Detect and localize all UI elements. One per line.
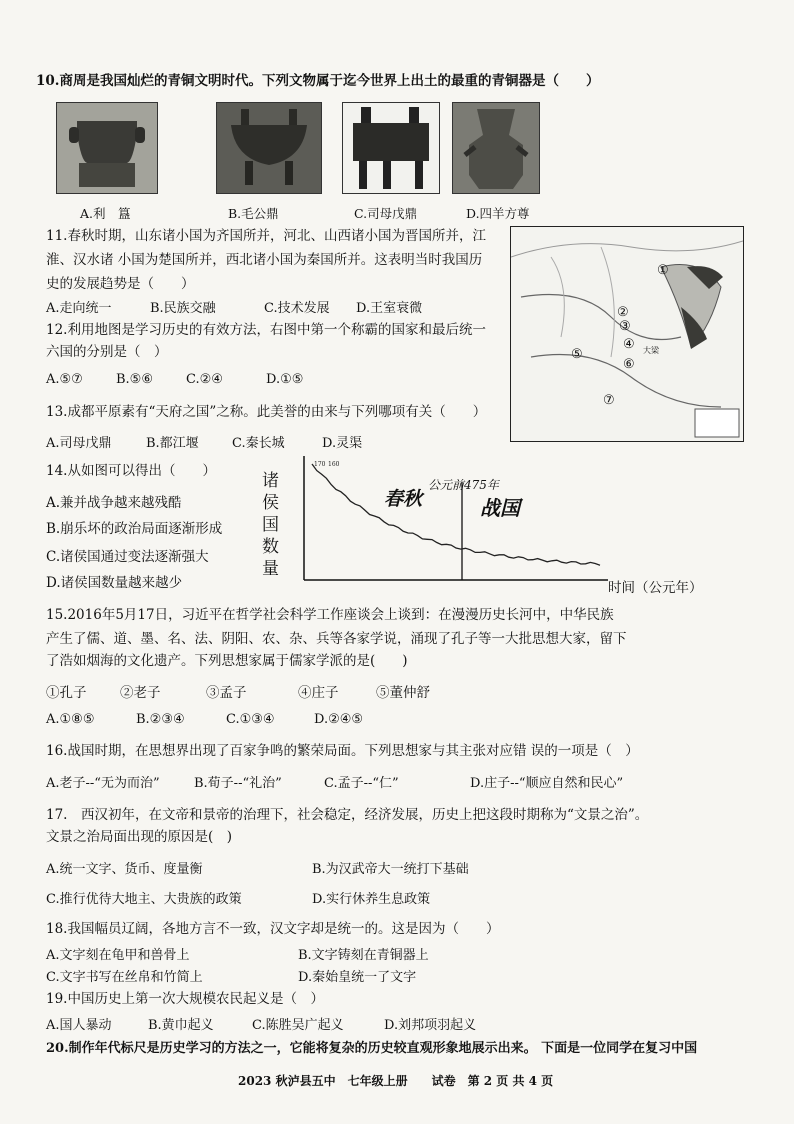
mao-gong-ding-image — [216, 102, 322, 194]
q12-option-d[interactable]: D.①⑤ — [266, 372, 304, 387]
chart-annotation-475bc: 公元前475年 — [428, 478, 499, 492]
q10-option-b[interactable]: B.毛公鼎 — [228, 206, 279, 221]
q15-line-2: 产生了儒、道、墨、名、法、阴阳、农、杂、兵等各家学说，涌现了孔子等一大批思想大家，留下 — [46, 631, 627, 647]
q10-stem: 10.商周是我国灿烂的青铜文明时代。下列文物属于迄今世界上出土的最重的青铜器是（ ） — [36, 73, 600, 89]
q17-option-a[interactable]: A.统一文字、货币、度量衡 — [46, 862, 203, 877]
q19-option-d[interactable]: D.刘邦项羽起义 — [384, 1018, 477, 1033]
map-marker-2: ② — [617, 305, 629, 320]
q16-stem: 16.战国时期，在思想界出现了百家争鸣的繁荣局面。下列思想家与其主张对应错 误的一项是（ ） — [46, 743, 639, 759]
q17-option-d[interactable]: D.实行休养生息政策 — [312, 892, 431, 907]
q15-option-a[interactable]: A.①⑧⑤ — [46, 712, 95, 727]
q18-option-d[interactable]: D.秦始皇统一了文字 — [298, 970, 417, 985]
q16-option-b[interactable]: B.荀子--“礼治” — [194, 776, 282, 791]
q11-option-b[interactable]: B.民族交融 — [150, 301, 216, 316]
q12-option-b[interactable]: B.⑤⑥ — [116, 372, 153, 387]
q18-stem: 18.我国幅员辽阔，各地方言不一致，汉文字却是统一的。这是因为（ ） — [46, 921, 500, 937]
q14-option-b[interactable]: B.崩乐坏的政治局面逐渐形成 — [46, 521, 223, 537]
map-marker-3: ③ — [619, 319, 631, 334]
q15-line-3: 了浩如烟海的文化遗产。下列思想家属于儒家学派的是( ) — [46, 653, 408, 669]
q19-option-a[interactable]: A.国人暴动 — [46, 1018, 112, 1033]
q17-line-2: 文景之治局面出现的原因是( ) — [46, 829, 233, 845]
q18-option-b[interactable]: B.文字铸刻在青铜器上 — [298, 948, 429, 963]
q11-line-2: 淮、汉水诸 小国为楚国所并，西北诸小国为秦国所并。这表明当时我国历 — [46, 252, 483, 268]
q15-item-3: ③孟子 — [206, 685, 247, 701]
chart-xlabel: 时间（公元年） — [608, 580, 703, 596]
q19-option-c[interactable]: C.陈胜吴广起义 — [252, 1018, 344, 1033]
q15-item-1: ①孔子 — [46, 685, 87, 701]
map-marker-4: ④ — [623, 337, 635, 352]
q12-option-a[interactable]: A.⑤⑦ — [46, 372, 83, 387]
q13-option-d[interactable]: D.灵渠 — [322, 436, 363, 451]
map-marker-7: ⑦ — [603, 393, 615, 408]
q13-option-b[interactable]: B.都江堰 — [146, 436, 199, 451]
q12-line-1: 12.利用地图是学习历史的有效方法，右图中第一个称霸的国家和最后统一 — [46, 322, 486, 338]
states-map — [510, 226, 744, 442]
q10-option-c[interactable]: C.司母戊鼎 — [354, 206, 418, 221]
q19-option-b[interactable]: B.黄巾起义 — [148, 1018, 214, 1033]
q14-option-d[interactable]: D.诸侯国数量越来越少 — [46, 575, 183, 591]
q16-option-c[interactable]: C.孟子--“仁” — [324, 776, 399, 791]
four-ram-zun-image — [452, 102, 540, 194]
q20-stem: 20.制作年代标尺是历史学习的方法之一，它能将复杂的历史较直观形象地展示出来。 下面是一位同学在复习中国 — [46, 1041, 698, 1056]
q17-option-b[interactable]: B.为汉武帝大一统打下基础 — [312, 862, 469, 877]
q18-option-c[interactable]: C.文字书写在丝帛和竹简上 — [46, 970, 203, 985]
q18-option-a[interactable]: A.文字刻在龟甲和兽骨上 — [46, 948, 190, 963]
page-footer: 2023 秋泸县五中 七年级上册 试卷 第 2 页 共 4 页 — [238, 1074, 554, 1088]
q13-option-a[interactable]: A.司母戊鼎 — [46, 436, 112, 451]
q15-option-b[interactable]: B.②③④ — [136, 712, 185, 727]
q14-option-a[interactable]: A.兼并战争越来越残酷 — [46, 495, 182, 511]
q17-line-1: 17. 西汉初年，在文帝和景帝的治理下，社会稳定，经济发展，历史上把这段时期称为“文景之治”。 — [46, 807, 649, 823]
q12-line-2: 六国的分别是（ ） — [46, 344, 168, 360]
map-label-daliang: 大梁 — [643, 346, 659, 355]
q15-item-2: ②老子 — [120, 685, 161, 701]
q10-option-a[interactable]: A.利 簋 — [80, 206, 131, 221]
q11-option-c[interactable]: C.技术发展 — [264, 301, 330, 316]
q15-option-d[interactable]: D.②④⑤ — [314, 712, 364, 727]
q11-option-a[interactable]: A.走向统一 — [46, 301, 112, 316]
q14-option-c[interactable]: C.诸侯国通过变法逐渐强大 — [46, 549, 209, 565]
chart-top-label-2: 160 — [328, 461, 340, 468]
q16-option-d[interactable]: D.庄子--“顺应自然和民心” — [470, 776, 624, 791]
map-marker-5: ⑤ — [571, 347, 583, 362]
q11-line-3: 史的发展趋势是（ ） — [46, 276, 195, 292]
q11-line-1: 11.春秋时期，山东诸小国为齐国所并，河北、山西诸小国为晋国所并，江 — [46, 228, 486, 244]
chart-ylabel: 诸侯国数量 — [262, 471, 279, 579]
chart-annotation-zhanguo: 战国 — [480, 496, 520, 520]
q13-option-c[interactable]: C.秦长城 — [232, 436, 285, 451]
q12-option-c[interactable]: C.②④ — [186, 372, 223, 387]
si-mu-wu-ding-image — [342, 102, 440, 194]
q15-option-c[interactable]: C.①③④ — [226, 712, 275, 727]
q15-item-5: ⑤董仲舒 — [376, 685, 430, 701]
q16-option-a[interactable]: A.老子--“无为而治” — [46, 776, 160, 791]
q13-stem: 13.成都平原素有“天府之国”之称。此美誉的由来与下列哪项有关（ ） — [46, 404, 487, 420]
q17-option-c[interactable]: C.推行优待大地主、大贵族的政策 — [46, 892, 242, 907]
q15-line-1: 15.2016年5月17日，习近平在哲学社会科学工作座谈会上谈到：在漫漫历史长河中，中华民族 — [46, 607, 614, 623]
q15-item-4: ④庄子 — [298, 685, 339, 701]
q19-stem: 19.中国历史上第一次大规模农民起义是（ ） — [46, 991, 324, 1007]
map-marker-6: ⑥ — [623, 357, 635, 372]
chart-top-label-1: 170 — [314, 461, 326, 468]
q10-option-d[interactable]: D.四羊方尊 — [466, 206, 530, 221]
li-gui-vessel-image — [56, 102, 158, 194]
map-marker-1: ① — [657, 263, 669, 278]
q11-option-d[interactable]: D.王室衰微 — [356, 301, 423, 316]
chart-annotation-chunqiu: 春秋 — [384, 488, 423, 510]
q14-stem: 14.从如图可以得出（ ） — [46, 463, 216, 479]
chart-plot — [290, 452, 620, 588]
